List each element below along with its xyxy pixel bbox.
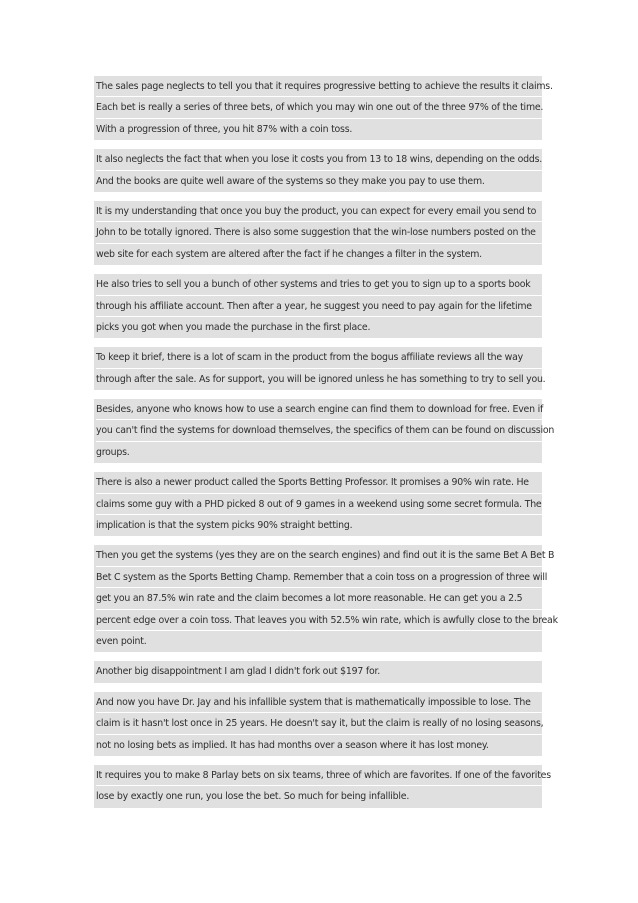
text-line: And now you have Dr. Jay and his infallible system that is mathematically impossible to lose. The bbox=[96, 692, 542, 713]
text-line: With a progression of three, you hit 87% with a coin toss. bbox=[96, 123, 353, 135]
text-line: get you an 87.5% win rate and the claim becomes a lot more reasonable. He can get you a 2.5 bbox=[96, 588, 542, 609]
text-line: groups. bbox=[96, 446, 130, 458]
text-line: He also tries to sell you a bunch of other systems and tries to get you to sign up to a sports book bbox=[96, 274, 542, 295]
text-line: web site for each system are altered after the fact if he changes a filter in the system. bbox=[96, 248, 482, 260]
paragraph bbox=[94, 149, 542, 192]
text-line: It is my understanding that once you buy the product, you can expect for every email you send to bbox=[96, 201, 542, 222]
text-line: Each bet is really a series of three bets, of which you may win one out of the three 97% of the time. bbox=[96, 97, 542, 118]
text-line: Another big disappointment I am glad I didn't fork out $197 for. bbox=[96, 666, 381, 678]
text-line: It requires you to make 8 Parlay bets on six teams, three of which are favorites. If one of the favorites bbox=[96, 765, 542, 786]
text-line: Bet C system as the Sports Betting Champ. Remember that a coin toss on a progression of three will bbox=[96, 567, 542, 588]
document-page bbox=[94, 76, 558, 817]
text-line: The sales page neglects to tell you that it requires progressive betting to achieve the results it claims. bbox=[96, 76, 542, 97]
text-line: you can't find the systems for download themselves, the specifics of them can be found on discussion bbox=[96, 420, 542, 441]
paragraph bbox=[94, 76, 553, 140]
paragraph bbox=[94, 347, 546, 390]
text-line: Besides, anyone who knows how to use a search engine can find them to download for free. Even if bbox=[96, 399, 542, 420]
text-line: John to be totally ignored. There is also some suggestion that the win-lose numbers posted on the bbox=[96, 222, 542, 243]
paragraph bbox=[94, 472, 542, 536]
text-line: not no losing bets as implied. It has had months over a season where it has lost money. bbox=[96, 739, 489, 751]
text-line: Then you get the systems (yes they are on the search engines) and find out it is the same Bet A Bet B bbox=[96, 545, 542, 566]
text-line: To keep it brief, there is a lot of scam in the product from the bogus affiliate reviews all the way bbox=[96, 347, 542, 368]
paragraph bbox=[94, 274, 542, 338]
text-line: claims some guy with a PHD picked 8 out of 9 games in a weekend using some secret formula. The bbox=[96, 494, 542, 515]
text-line: even point. bbox=[96, 635, 147, 647]
text-line: claim is it hasn't lost once in 25 years. He doesn't say it, but the claim is really of no losing seasons, bbox=[96, 713, 542, 734]
paragraph bbox=[94, 692, 542, 756]
text-line: There is also a newer product called the Sports Betting Professor. It promises a 90% win rate. He bbox=[96, 472, 542, 493]
text-line: through after the sale. As for support, you will be ignored unless he has something to try to sell you. bbox=[96, 373, 546, 385]
text-line: It also neglects the fact that when you lose it costs you from 13 to 18 wins, depending on the odds. bbox=[96, 149, 542, 170]
text-line: lose by exactly one run, you lose the bet. So much for being infallible. bbox=[96, 791, 410, 803]
text-line: through his affiliate account. Then after a year, he suggest you need to pay again for the lifetime bbox=[96, 296, 542, 317]
text-line: And the books are quite well aware of the systems so they make you pay to use them. bbox=[96, 175, 485, 187]
text-line: implication is that the system picks 90% straight betting. bbox=[96, 520, 353, 532]
paragraph bbox=[94, 765, 551, 808]
paragraph bbox=[94, 545, 558, 652]
paragraph bbox=[94, 399, 555, 463]
paragraph bbox=[94, 661, 542, 682]
text-line: picks you got when you made the purchase in the first place. bbox=[96, 321, 371, 333]
paragraph bbox=[94, 201, 542, 265]
text-line: percent edge over a coin toss. That leaves you with 52.5% win rate, which is awfully close to the break bbox=[96, 610, 542, 631]
